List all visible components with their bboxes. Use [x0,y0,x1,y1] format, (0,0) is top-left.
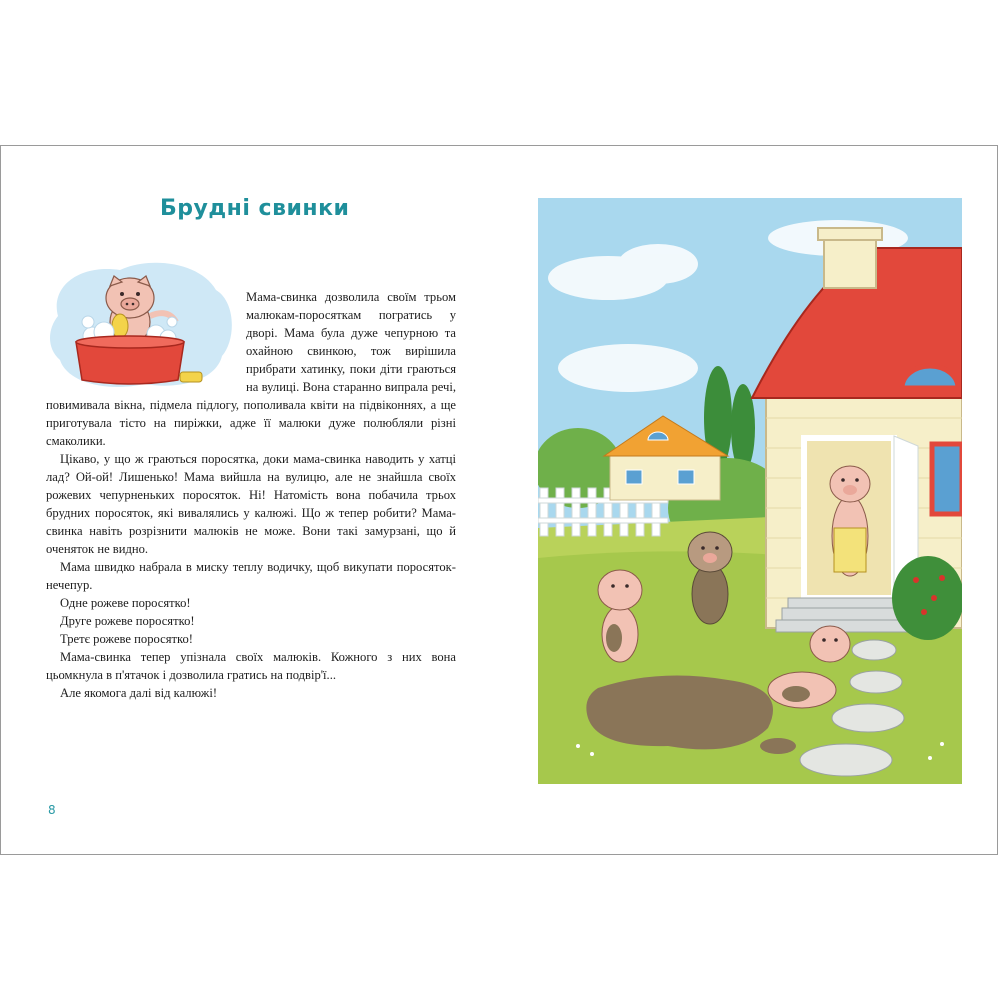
story-text [46,288,456,702]
paragraph: Одне рожеве поросятко! [60,596,191,610]
paragraph: Третє рожеве поросятко! [60,632,193,646]
paragraph: Цікаво, у що ж граються поросятка, доки мама-свинка наводить у хатці лад? Ой-ой! Лишенько! Мама вийшла на вулицю, але не знайшла своїх рожевих чепурненьких поросяток. Ні! Натомість вона побачила трьох брудних поросяток, які вивалялись у калюжі. Що ж тепер робити? Мама-свинка навіть розрізнити малюків не може. Вони такі замурзані, що й оченяток не видно. [46,452,456,556]
paragraph: Друге рожеве поросятко! [60,614,195,628]
farmyard-illustration [538,198,962,784]
paragraph: Мама-свинка дозволила своїм трьом малюкам-поросяткам погратись у дворі. Мама була дуже чепурною та охайною свинкою, тож вирішила прибрати хатинку, поки діти граються на вулиці. Вона старанно випрала речі, повимивала вікна, підмела підлогу, пополивала квіти на підвіконнях, а ще приготувала тісто на пиріжки, адже її малюки дуже полюбляли різні смаколики. [46,290,456,448]
illustration-wrap-spacer [46,288,246,388]
page-number: 8 [48,803,56,817]
story-title: Брудні свинки [160,196,350,221]
paragraph: Мама швидко набрала в миску теплу водичку, щоб викупати поросяток-нечепур. [46,560,456,592]
paragraph: Мама-свинка тепер упізнала своїх малюків. Кожного з них вона цьомкнула в п'ятачок і дозволила гратись на подвір'ї... [46,650,456,682]
paragraph: Але якомога далі від калюжі! [60,686,218,700]
